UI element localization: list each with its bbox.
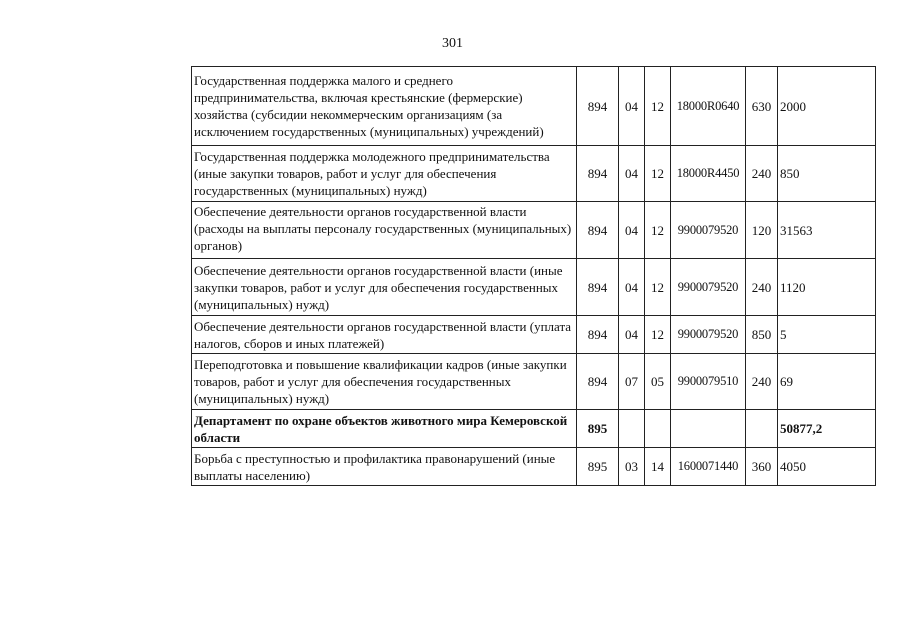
subsection-code: 14 <box>645 448 671 486</box>
expense-type-code: 240 <box>746 259 778 316</box>
row-description: Обеспечение деятельности органов государственной власти (уплата налогов, сборов и иных платежей) <box>192 316 577 354</box>
target-article-code: 1600071440 <box>671 448 746 486</box>
target-article-code: 18000R0640 <box>671 67 746 146</box>
amount: 5 <box>778 316 876 354</box>
ministry-code: 894 <box>577 67 619 146</box>
section-code: 04 <box>619 316 645 354</box>
table-row <box>192 202 876 259</box>
subsection-code: 12 <box>645 202 671 259</box>
amount: 850 <box>778 146 876 202</box>
ministry-code: 894 <box>577 354 619 410</box>
expense-type-code: 850 <box>746 316 778 354</box>
expense-type-code <box>746 410 778 448</box>
expense-type-code: 360 <box>746 448 778 486</box>
ministry-code: 894 <box>577 146 619 202</box>
target-article-code: 18000R4450 <box>671 146 746 202</box>
row-description: Обеспечение деятельности органов государственной власти (расходы на выплаты персоналу государственных (муниципальных) органов) <box>192 202 577 259</box>
target-article-code: 9900079520 <box>671 202 746 259</box>
amount: 50877,2 <box>778 410 876 448</box>
expense-type-code: 240 <box>746 354 778 410</box>
ministry-code: 895 <box>577 410 619 448</box>
target-article-code <box>671 410 746 448</box>
section-code <box>619 410 645 448</box>
ministry-code: 894 <box>577 202 619 259</box>
subsection-code <box>645 410 671 448</box>
section-code: 04 <box>619 67 645 146</box>
subsection-code: 12 <box>645 259 671 316</box>
row-description: Департамент по охране объектов животного мира Кемеровской области <box>192 410 577 448</box>
row-description: Государственная поддержка молодежного предпринимательства (иные закупки товаров, работ и услуг для обеспечения государственных (муниципальных) нужд) <box>192 146 577 202</box>
expense-type-code: 630 <box>746 67 778 146</box>
table-row <box>192 316 876 354</box>
subsection-code: 05 <box>645 354 671 410</box>
subsection-code: 12 <box>645 316 671 354</box>
budget-table <box>191 66 876 486</box>
row-description: Переподготовка и повышение квалификации кадров (иные закупки товаров, работ и услуг для обеспечения государственных (муниципальных) нужд) <box>192 354 577 410</box>
row-description: Обеспечение деятельности органов государственной власти (иные закупки товаров, работ и услуг для обеспечения государственных (муниципальных) нужд) <box>192 259 577 316</box>
subsection-code: 12 <box>645 146 671 202</box>
amount: 31563 <box>778 202 876 259</box>
amount: 1120 <box>778 259 876 316</box>
row-description: Борьба с преступностью и профилактика правонарушений (иные выплаты населению) <box>192 448 577 486</box>
section-code: 03 <box>619 448 645 486</box>
ministry-code: 895 <box>577 448 619 486</box>
table-row <box>192 259 876 316</box>
section-code: 07 <box>619 354 645 410</box>
table-row-department <box>192 410 876 448</box>
target-article-code: 9900079520 <box>671 316 746 354</box>
ministry-code: 894 <box>577 316 619 354</box>
expense-type-code: 240 <box>746 146 778 202</box>
table-row <box>192 146 876 202</box>
target-article-code: 9900079520 <box>671 259 746 316</box>
table-row <box>192 67 876 146</box>
ministry-code: 894 <box>577 259 619 316</box>
subsection-code: 12 <box>645 67 671 146</box>
page-number: 301 <box>442 36 463 51</box>
amount: 2000 <box>778 67 876 146</box>
amount: 4050 <box>778 448 876 486</box>
section-code: 04 <box>619 202 645 259</box>
section-code: 04 <box>619 259 645 316</box>
table-row <box>192 448 876 486</box>
amount: 69 <box>778 354 876 410</box>
section-code: 04 <box>619 146 645 202</box>
expense-type-code: 120 <box>746 202 778 259</box>
target-article-code: 9900079510 <box>671 354 746 410</box>
row-description: Государственная поддержка малого и среднего предпринимательства, включая крестьянские (фермерские) хозяйства (субсидии некоммерческим организациям (за исключением государственных (муниципальных) учреждений) <box>192 67 577 146</box>
table-row <box>192 354 876 410</box>
